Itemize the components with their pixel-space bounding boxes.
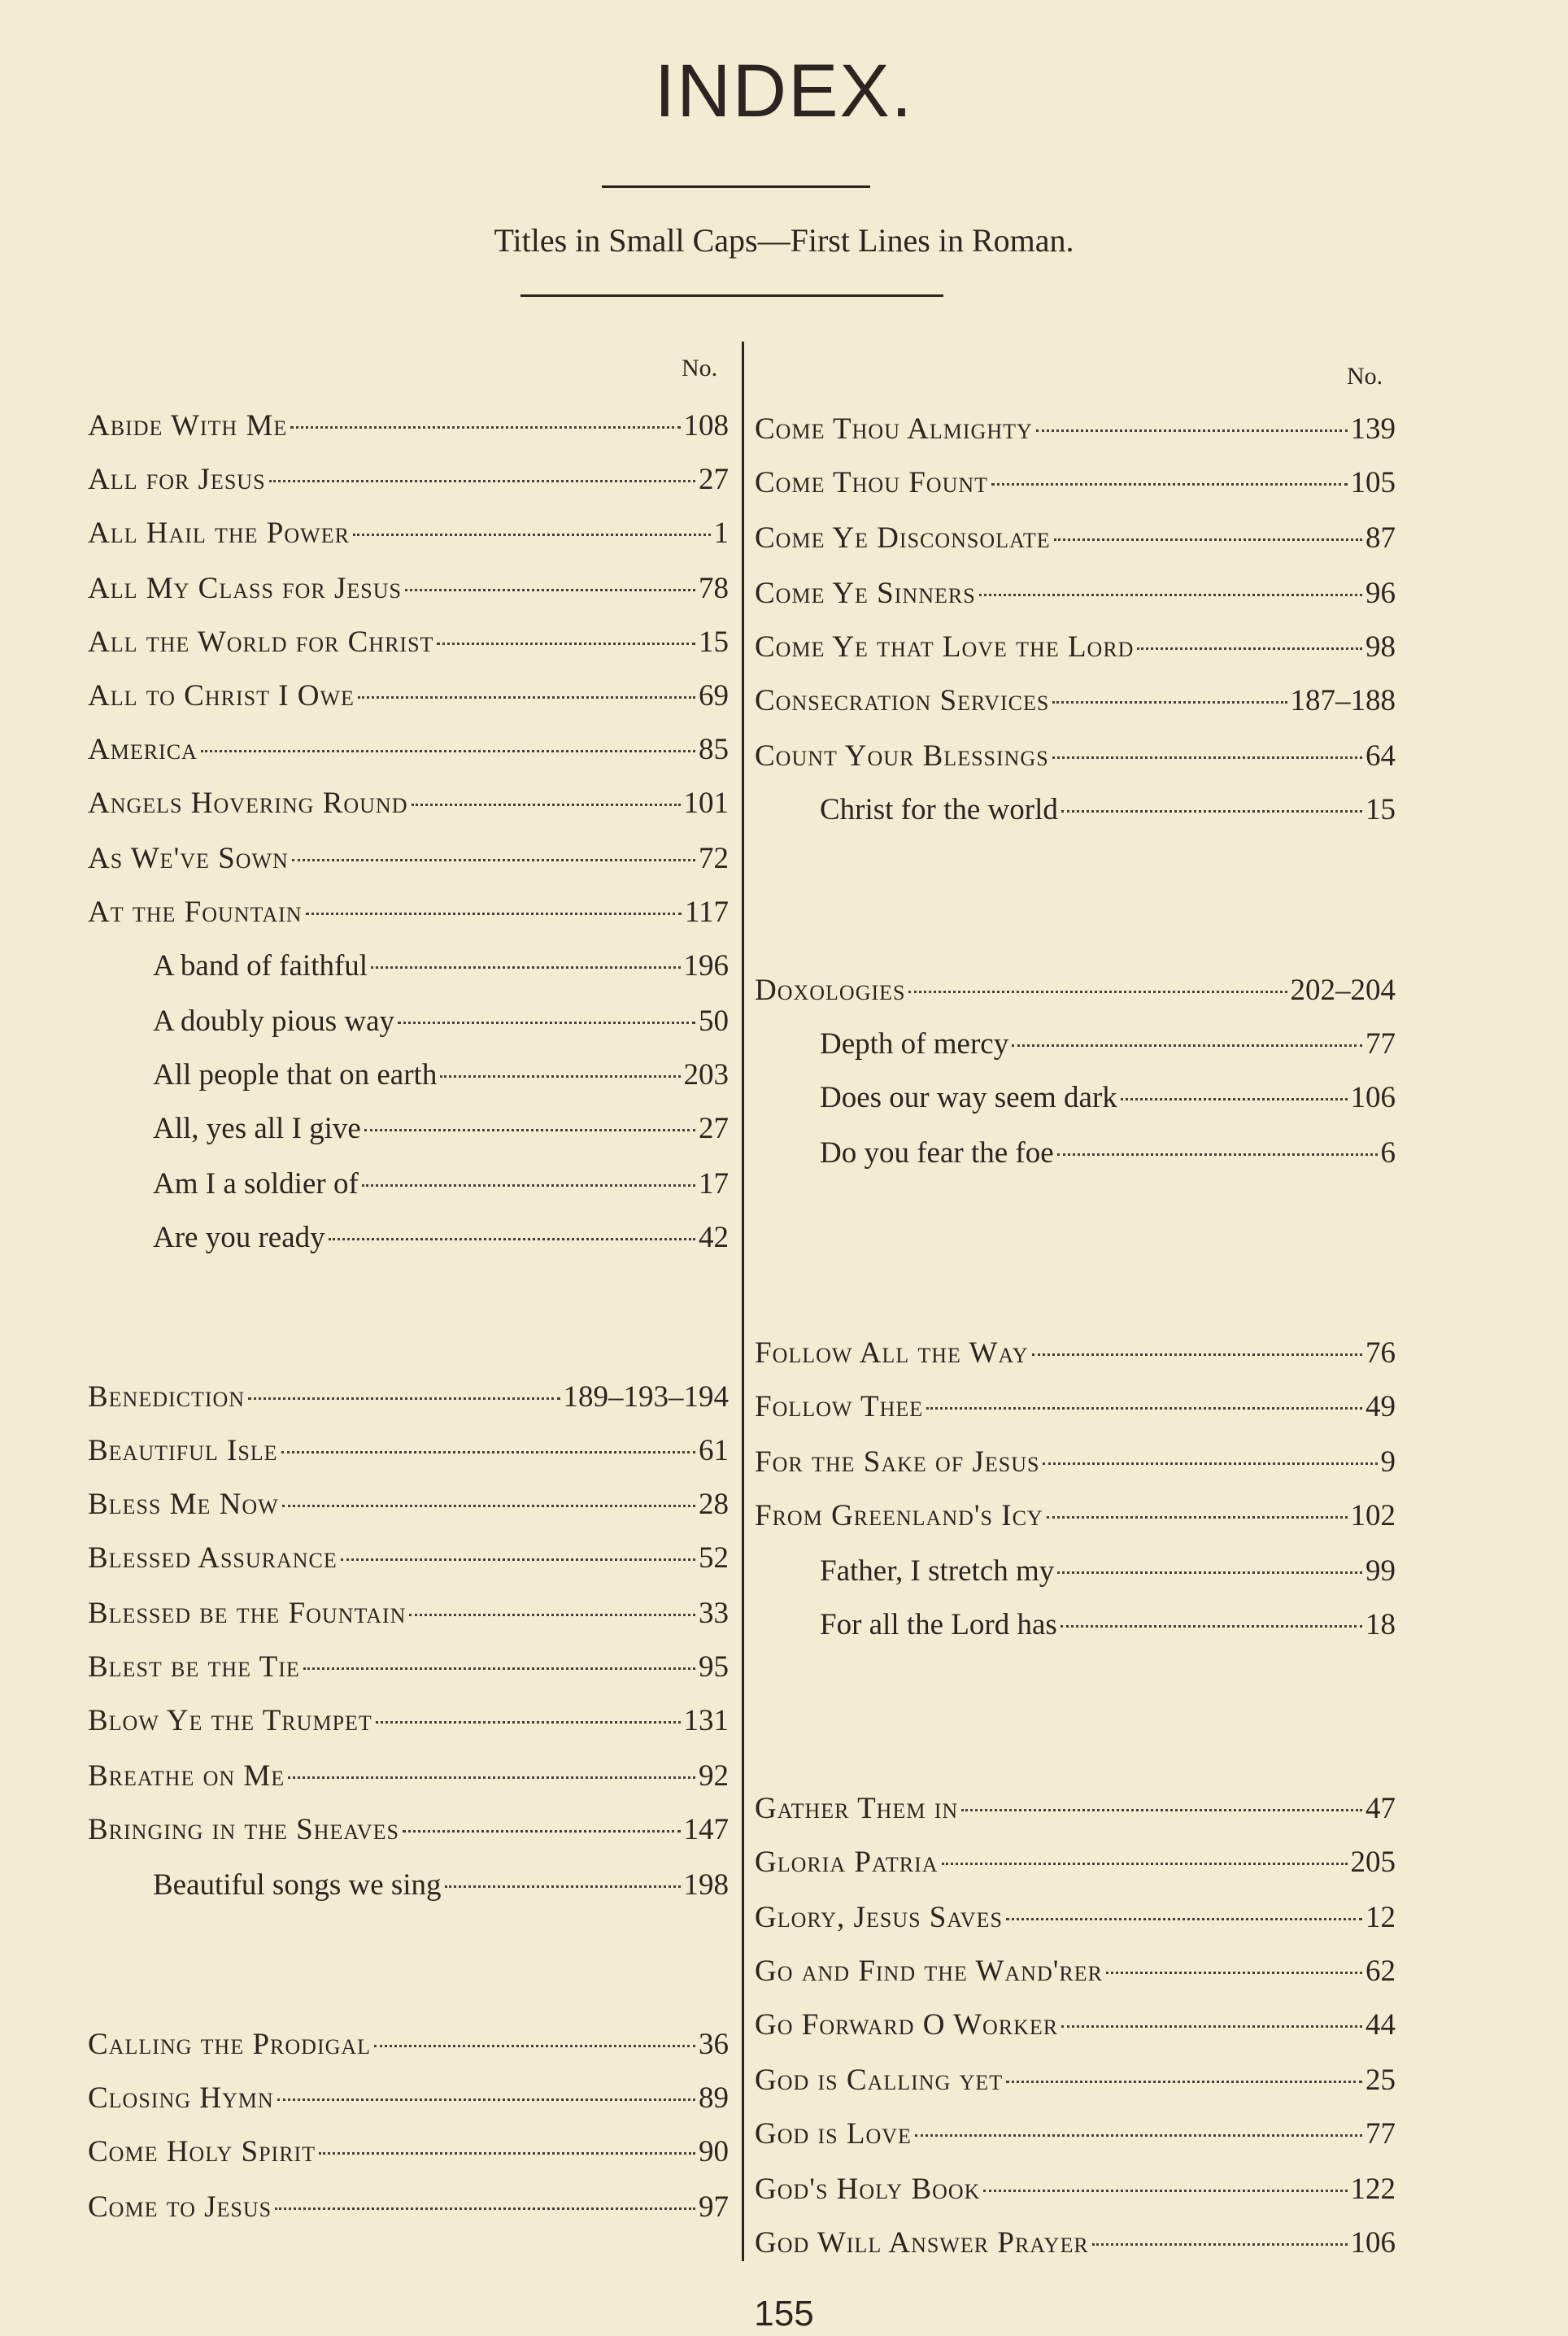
hymn-first-line: All people that on earth (153, 1058, 438, 1092)
hymn-title: Come Holy Spirit (88, 2135, 316, 2168)
hymn-number: 1 (713, 516, 729, 550)
dot-leader (1006, 1895, 1362, 1920)
hymn-title: Come to Jesus (88, 2190, 272, 2224)
dot-leader (341, 1536, 695, 1561)
hymn-number: 106 (1350, 1081, 1396, 1114)
dot-leader (979, 571, 1362, 596)
hymn-title: God Will Answer Prayer (755, 2226, 1089, 2260)
dot-leader (1054, 516, 1362, 541)
hymn-title: Blessed Assurance (88, 1541, 338, 1575)
index-entry (755, 1840, 1396, 1885)
dot-leader (201, 727, 695, 752)
page-title: INDEX. (654, 50, 914, 133)
dot-leader (1043, 1440, 1377, 1465)
dot-leader (319, 2129, 695, 2155)
hymn-title: Come Ye that Love the Lord (755, 630, 1135, 664)
hymn-title: Go Forward O Worker (755, 2008, 1059, 2042)
dot-leader (1092, 2221, 1348, 2246)
hymn-title: All My Class for Jesus (88, 572, 402, 605)
index-entry (755, 1440, 1396, 1485)
hymn-number: 18 (1365, 1608, 1396, 1641)
dot-leader (1036, 407, 1348, 432)
dot-leader (306, 890, 682, 915)
dot-leader (282, 1482, 695, 1507)
hymn-first-line: A doubly pious way (153, 1005, 395, 1038)
dot-leader (437, 620, 695, 645)
index-entry (88, 2129, 729, 2175)
dot-leader (983, 2167, 1347, 2192)
hymn-number: 131 (683, 1704, 729, 1737)
hymn-title: Bringing in the Sheaves (88, 1813, 399, 1846)
hymn-number: 122 (1350, 2173, 1396, 2206)
hymn-number: 36 (699, 2028, 729, 2061)
hymn-title: Consecration Services (755, 684, 1050, 717)
hymn-title: Calling the Prodigal (88, 2028, 372, 2061)
index-entry (755, 571, 1396, 617)
index-entry (755, 2003, 1396, 2048)
dot-leader (1061, 787, 1362, 813)
hymn-number: 101 (683, 787, 729, 820)
hymn-title: God is Love (755, 2117, 912, 2151)
hymn-title: Bless Me Now (88, 1488, 279, 1521)
dot-leader (403, 1807, 681, 1833)
index-entry (755, 2058, 1396, 2103)
index-entry (820, 1602, 1396, 1648)
index-entry (820, 1549, 1396, 1594)
hymn-number: 6 (1380, 1136, 1396, 1170)
index-entry (88, 1536, 729, 1581)
hymn-title: Come Ye Disconsolate (755, 521, 1051, 555)
hymn-title: From Greenland's Icy (755, 1499, 1043, 1532)
hymn-number: 25 (1365, 2064, 1396, 2097)
hymn-number: 196 (683, 949, 729, 983)
hymn-number: 28 (699, 1488, 729, 1521)
hymn-title: All the World for Christ (88, 625, 434, 659)
index-entry (88, 1482, 729, 1528)
hymn-title: Gather Them in (755, 1792, 959, 1825)
index-entry (755, 2112, 1396, 2157)
dot-leader (1057, 1131, 1378, 1156)
hymn-title: America (88, 733, 198, 766)
right-column-no-header: No. (1347, 363, 1383, 390)
dot-leader (926, 1384, 1362, 1410)
hymn-title: All Hail the Power (88, 516, 350, 550)
dot-leader (942, 1840, 1348, 1865)
dot-leader (1052, 734, 1362, 759)
hymn-number: 52 (699, 1541, 729, 1575)
index-entry (755, 407, 1396, 452)
hymn-number: 49 (1365, 1390, 1396, 1423)
index-entry (88, 1428, 729, 1474)
index-entry (88, 781, 729, 826)
dot-leader (412, 781, 681, 806)
dot-leader (290, 403, 680, 429)
dot-leader (1032, 1331, 1362, 1356)
dot-leader (362, 1161, 695, 1187)
hymn-first-line: Beautiful songs we sing (153, 1868, 442, 1902)
index-entry (88, 1754, 729, 1799)
hymn-number: 187–188 (1290, 684, 1396, 717)
dot-leader (292, 836, 695, 861)
dot-leader (1106, 1949, 1362, 1974)
hymn-title: Gloria Patria (755, 1846, 939, 1879)
hymn-number: 99 (1365, 1554, 1396, 1588)
hymn-number: 15 (1365, 793, 1396, 826)
index-entry (820, 787, 1396, 833)
dot-leader (961, 1786, 1362, 1811)
index-entry (153, 1053, 729, 1098)
index-entry (755, 1895, 1396, 1941)
hymn-number: 87 (1365, 521, 1396, 555)
hymn-number: 147 (683, 1813, 729, 1846)
dot-leader (1061, 1602, 1362, 1628)
index-entry (88, 566, 729, 612)
hymn-number: 105 (1350, 466, 1396, 499)
dot-leader (991, 460, 1347, 486)
page-number: 155 (754, 2294, 814, 2334)
index-entry (153, 944, 729, 989)
index-entry (820, 1075, 1396, 1121)
dot-leader (440, 1053, 680, 1078)
hymn-number: 42 (699, 1221, 729, 1254)
hymn-number: 189–193–194 (563, 1380, 729, 1414)
hymn-title: Doxologies (755, 974, 906, 1007)
column-divider (742, 342, 744, 2261)
hymn-first-line: For all the Lord has (820, 1608, 1057, 1641)
index-entry (153, 1863, 729, 1908)
index-entry (88, 890, 729, 935)
index-entry (88, 1591, 729, 1637)
index-entry (755, 460, 1396, 506)
hymn-number: 61 (699, 1434, 729, 1467)
hymn-number: 85 (699, 733, 729, 766)
index-entry (88, 620, 729, 665)
dot-leader (376, 1698, 681, 1724)
index-entry (820, 1131, 1396, 1176)
dot-leader (1006, 2058, 1362, 2083)
dot-leader (288, 1754, 695, 1779)
hymn-number: 15 (699, 625, 729, 659)
index-entry (88, 1375, 729, 1420)
dot-leader (248, 1375, 560, 1400)
dot-leader (1012, 1022, 1362, 1047)
hymn-title: Breathe on Me (88, 1759, 285, 1793)
index-entry (88, 673, 729, 719)
index-entry (755, 1384, 1396, 1430)
hymn-number: 117 (684, 896, 729, 929)
hymn-title: All for Jesus (88, 463, 266, 496)
hymn-title: Benediction (88, 1380, 246, 1414)
hymn-title: Closing Hymn (88, 2081, 274, 2115)
index-entry (88, 2185, 729, 2230)
dot-leader (1121, 1075, 1348, 1100)
dot-leader (269, 457, 695, 482)
dot-leader (1047, 1493, 1348, 1519)
index-entry (755, 2167, 1396, 2212)
index-entry (755, 516, 1396, 561)
hymn-first-line: A band of faithful (153, 949, 368, 983)
index-entry (755, 2221, 1396, 2266)
hymn-number: 108 (683, 409, 729, 442)
subtitle: Titles in Small Caps—First Lines in Roman. (494, 222, 1074, 259)
index-entry (88, 457, 729, 503)
dot-leader (1137, 625, 1362, 650)
index-entry (755, 1493, 1396, 1539)
hymn-number: 106 (1350, 2226, 1396, 2260)
hymn-number: 69 (699, 679, 729, 713)
hymn-title: All to Christ I Owe (88, 679, 355, 713)
index-entry (88, 1645, 729, 1690)
hymn-number: 90 (699, 2135, 729, 2168)
hymn-number: 77 (1365, 2117, 1396, 2151)
hymn-number: 64 (1365, 739, 1396, 773)
hymn-title: Glory, Jesus Saves (755, 1901, 1003, 1934)
hymn-number: 95 (699, 1650, 729, 1684)
ornament-rule-bottom (520, 294, 943, 297)
dot-leader (915, 2112, 1362, 2137)
dot-leader (275, 2185, 695, 2210)
index-entry (88, 403, 729, 449)
index-entry (755, 625, 1396, 670)
hymn-number: 203 (683, 1058, 729, 1092)
dot-leader (374, 2022, 695, 2047)
dot-leader (398, 999, 695, 1024)
hymn-title: Come Thou Fount (755, 466, 989, 499)
index-entry (153, 1106, 729, 1152)
dot-leader (1057, 1549, 1362, 1574)
hymn-title: Blest be the Tie (88, 1650, 300, 1684)
hymn-number: 27 (699, 463, 729, 496)
hymn-title: Blow Ye the Trumpet (88, 1704, 372, 1737)
hymn-title: At the Fountain (88, 896, 303, 929)
hymn-first-line: Does our way seem dark (820, 1081, 1117, 1114)
hymn-title: Abide With Me (88, 409, 288, 442)
hymn-title: God is Calling yet (755, 2064, 1004, 2097)
index-entry (88, 2022, 729, 2068)
hymn-title: Go and Find the Wand'rer (755, 1955, 1103, 1988)
index-entry (755, 678, 1396, 724)
hymn-number: 92 (699, 1759, 729, 1793)
dot-leader (303, 1645, 695, 1670)
index-entry (153, 1161, 729, 1207)
dot-leader (277, 2076, 695, 2101)
hymn-number: 12 (1365, 1901, 1396, 1934)
dot-leader (364, 1106, 695, 1131)
hymn-title: Beautiful Isle (88, 1434, 278, 1467)
hymn-number: 72 (699, 842, 729, 875)
index-entry (755, 1786, 1396, 1832)
dot-leader (353, 511, 711, 536)
hymn-number: 198 (683, 1868, 729, 1902)
hymn-title: Follow Thee (755, 1390, 924, 1423)
index-entry (820, 1022, 1396, 1067)
index-entry (88, 511, 729, 556)
hymn-title: Follow All the Way (755, 1336, 1029, 1370)
hymn-number: 77 (1365, 1027, 1396, 1061)
hymn-number: 27 (699, 1112, 729, 1145)
index-entry (88, 836, 729, 882)
hymn-title: For the Sake of Jesus (755, 1445, 1040, 1479)
index-entry (88, 2076, 729, 2121)
hymn-number: 89 (699, 2081, 729, 2115)
dot-leader (281, 1428, 695, 1453)
hymn-first-line: Are you ready (153, 1221, 325, 1254)
index-entry (755, 1331, 1396, 1376)
hymn-title: Come Thou Almighty (755, 412, 1033, 446)
index-entry (755, 968, 1396, 1013)
hymn-number: 62 (1365, 1955, 1396, 1988)
hymn-number: 97 (699, 2190, 729, 2224)
left-column-no-header: No. (682, 355, 718, 381)
hymn-title: God's Holy Book (755, 2173, 981, 2206)
hymn-number: 44 (1365, 2008, 1396, 2042)
hymn-first-line: Am I a soldier of (153, 1167, 359, 1201)
index-entry (153, 999, 729, 1044)
hymn-title: Angels Hovering Round (88, 787, 408, 820)
hymn-number: 139 (1350, 412, 1396, 446)
hymn-number: 202–204 (1290, 974, 1396, 1007)
hymn-title: Count Your Blessings (755, 739, 1049, 773)
hymn-first-line: Depth of mercy (820, 1027, 1009, 1061)
dot-leader (358, 673, 695, 699)
index-entry (755, 1949, 1396, 1994)
dot-leader (908, 968, 1287, 993)
hymn-number: 17 (699, 1167, 729, 1201)
hymn-first-line: All, yes all I give (153, 1112, 361, 1145)
dot-leader (329, 1215, 695, 1240)
dot-leader (371, 944, 680, 969)
hymn-number: 78 (699, 572, 729, 605)
dot-leader (1052, 678, 1287, 704)
hymn-title: As We've Sown (88, 842, 289, 875)
hymn-title: Blessed be the Fountain (88, 1597, 407, 1630)
hymn-number: 98 (1365, 630, 1396, 664)
hymn-number: 76 (1365, 1336, 1396, 1370)
hymn-number: 96 (1365, 577, 1396, 610)
hymn-first-line: Do you fear the foe (820, 1136, 1054, 1170)
index-entry (755, 734, 1396, 779)
dot-leader (405, 566, 695, 591)
ornament-rule-top (602, 185, 870, 188)
hymn-first-line: Christ for the world (820, 793, 1058, 826)
index-entry (88, 1807, 729, 1853)
dot-leader (409, 1591, 695, 1616)
index-entry (88, 727, 729, 773)
hymn-title: Come Ye Sinners (755, 577, 976, 610)
index-entry (88, 1698, 729, 1744)
hymn-number: 205 (1350, 1846, 1396, 1879)
hymn-number: 102 (1350, 1499, 1396, 1532)
hymn-number: 50 (699, 1005, 729, 1038)
hymn-number: 33 (699, 1597, 729, 1630)
hymn-first-line: Father, I stretch my (820, 1554, 1055, 1588)
dot-leader (445, 1863, 681, 1888)
dot-leader (1061, 2003, 1362, 2028)
index-entry (153, 1215, 729, 1261)
hymn-number: 9 (1380, 1445, 1396, 1479)
hymn-number: 47 (1365, 1792, 1396, 1825)
